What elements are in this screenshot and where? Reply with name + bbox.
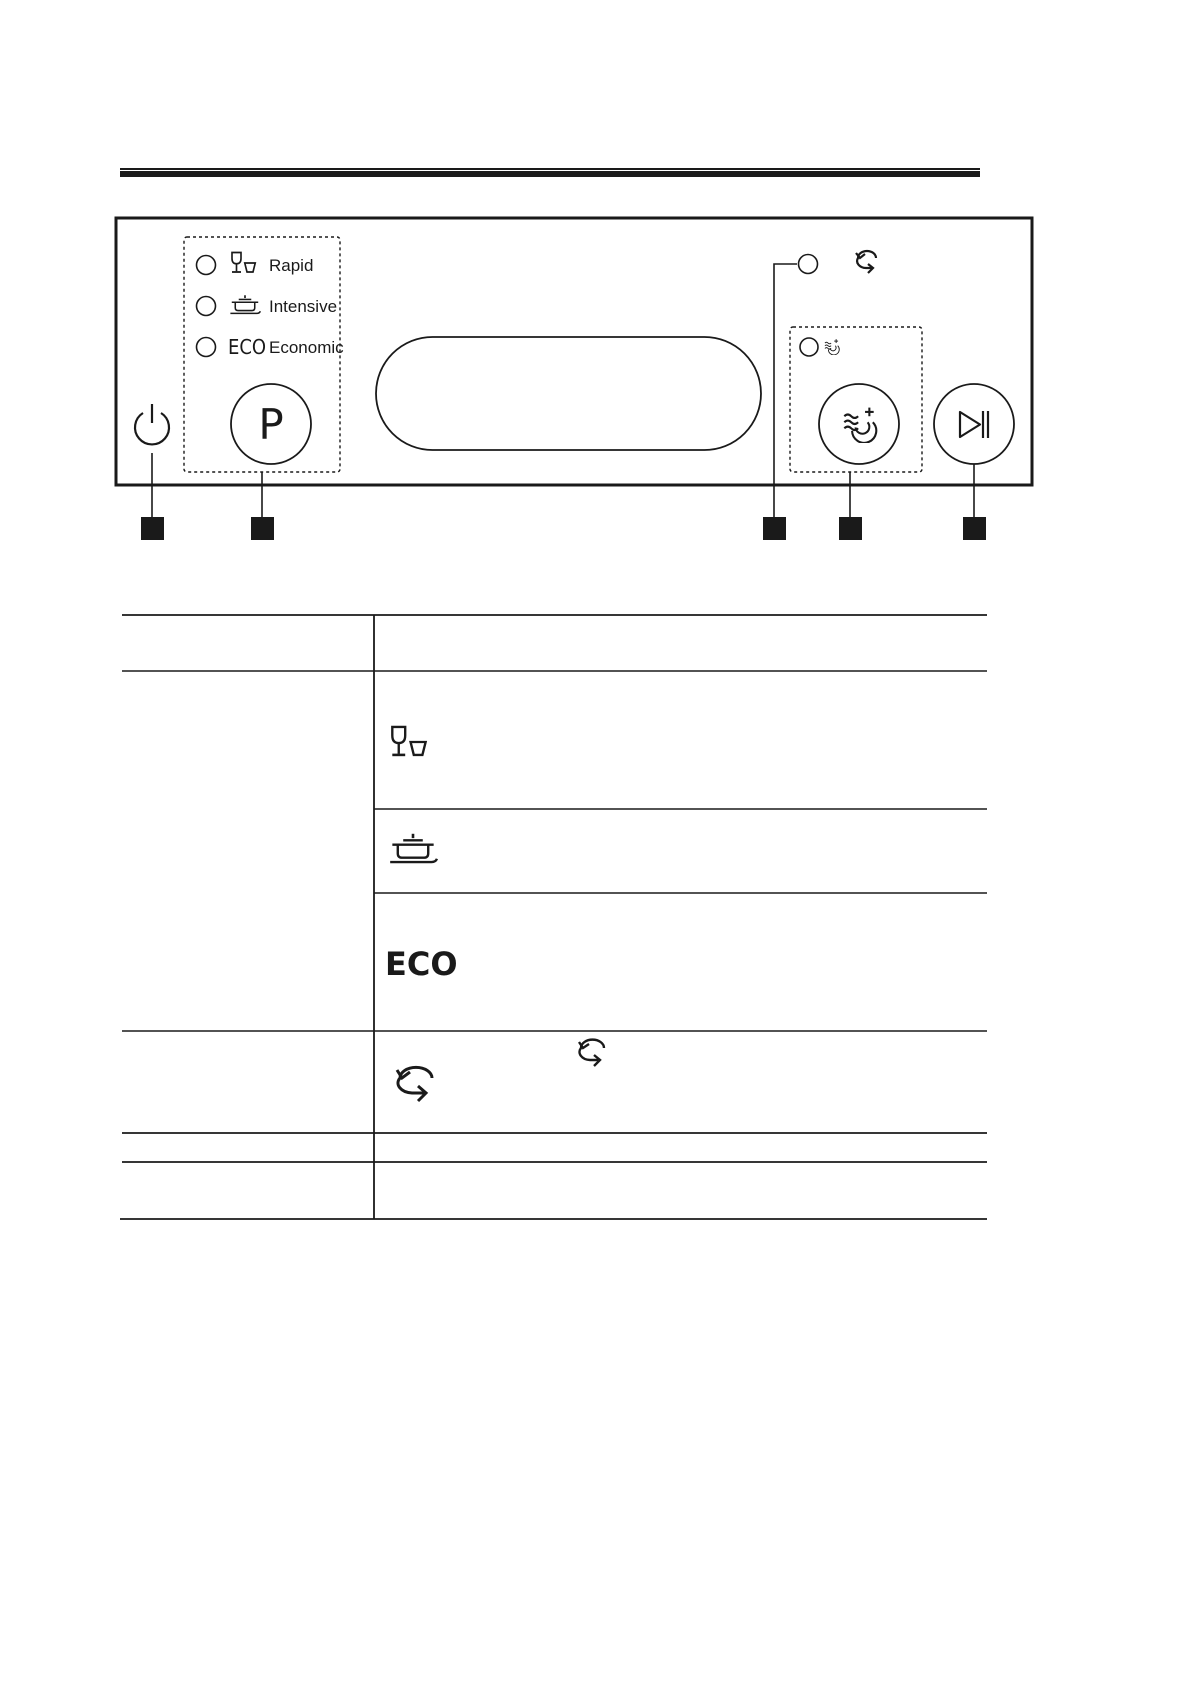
extra-dry-group	[790, 327, 922, 472]
program-row-economic	[197, 335, 345, 359]
glass-cup-icon	[232, 253, 255, 273]
rapid-indicator-light	[197, 256, 216, 275]
program-button[interactable]	[231, 384, 311, 464]
description-table	[120, 615, 987, 1219]
table-rinse-aid-inline-icon	[579, 1040, 604, 1066]
table-glass-cup-icon	[392, 727, 425, 755]
callout-marker-4	[839, 517, 862, 540]
start-pause-button[interactable]	[934, 384, 1014, 464]
callout-5	[963, 464, 986, 540]
header-rule-thick	[120, 171, 980, 177]
callout-1	[141, 453, 164, 540]
rapid-label: Rapid	[269, 256, 314, 275]
callout-marker-2	[251, 517, 274, 540]
display-window	[376, 337, 761, 450]
callout-3	[763, 264, 797, 540]
intensive-label: Intensive	[269, 297, 338, 316]
program-row-intensive	[197, 295, 338, 316]
extra-dry-indicator-light	[800, 338, 818, 356]
table-pot-icon	[390, 834, 437, 862]
extra-dry-button[interactable]	[819, 384, 899, 464]
callout-2	[251, 472, 274, 540]
intensive-indicator-light	[197, 297, 216, 316]
eco-icon: ECO	[228, 335, 267, 359]
program-row-rapid	[197, 253, 314, 276]
program-button-label: P	[258, 400, 284, 449]
header-rule	[120, 168, 980, 170]
rinse-aid-indicator-light	[799, 255, 818, 274]
callout-marker-1	[141, 517, 164, 540]
extra-dry-icon	[844, 408, 876, 443]
extra-dry-small-icon	[825, 339, 839, 355]
callout-4	[839, 472, 862, 540]
callout-marker-5	[963, 517, 986, 540]
table-eco-icon: ECO	[385, 945, 458, 983]
table-rinse-aid-icon	[397, 1067, 432, 1101]
economic-label: Economic	[269, 338, 344, 357]
pot-icon	[230, 295, 260, 313]
rinse-aid-icon	[856, 251, 876, 279]
callout-marker-3	[763, 517, 786, 540]
play-pause-icon	[960, 411, 988, 438]
economic-indicator-light	[197, 338, 216, 357]
power-button[interactable]	[135, 404, 169, 444]
